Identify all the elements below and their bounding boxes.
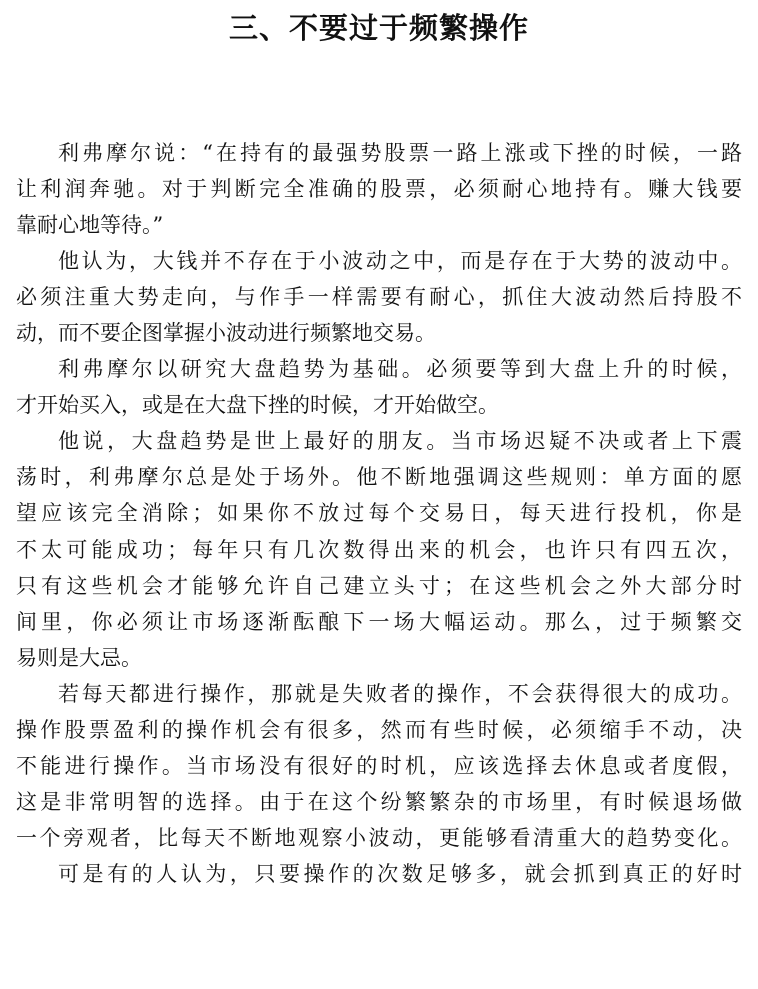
text-line: 利弗摩尔说：“在持有的最强势股票一路上涨或下挫的时候，一路 — [58, 141, 742, 165]
text-line: 才开始买入，或是在大盘下挫的时候，才开始做空。 — [16, 393, 499, 418]
text-line: 这是非常明智的选择。由于在这个纷繁繁杂的市场里，有时候退场做 — [16, 789, 742, 814]
text-line: 利弗摩尔以研究大盘趋势为基础。必须要等到大盘上升的时候， — [58, 357, 742, 382]
text-line: 望应该完全消除；如果你不放过每个交易日，每天进行投机，你是 — [16, 501, 742, 526]
paragraph — [16, 423, 742, 675]
page-title: 三、不要过于频繁操作 — [228, 11, 529, 45]
paragraph — [16, 676, 742, 856]
text-line: 不能进行操作。当市场没有很好的时机，应该选择去休息或者度假， — [16, 753, 742, 778]
text-line: 他认为，大钱并不存在于小波动之中，而是存在于大势的波动中。 — [58, 249, 742, 274]
text-line: 可是有的人认为，只要操作的次数足够多，就会抓到真正的好时 — [58, 861, 742, 886]
body-text — [16, 135, 742, 892]
text-line: 必须注重大势走向，与作手一样需要有耐心，抓住大波动然后持股不 — [16, 285, 742, 310]
text-line: 一个旁观者，比每天不断地观察小波动，更能够看清重大的趋势变化。 — [16, 825, 742, 850]
text-line: 他说，大盘趋势是世上最好的朋友。当市场迟疑不决或者上下震 — [58, 429, 742, 454]
text-line: 易则是大忌。 — [16, 645, 142, 670]
paragraph — [16, 856, 742, 892]
paragraph — [16, 135, 742, 243]
text-line: 只有这些机会才能够允许自己建立头寸；在这些机会之外大部分时 — [16, 573, 742, 598]
text-line: 动，而不要企图掌握小波动进行频繁地交易。 — [16, 321, 436, 346]
paragraph — [16, 351, 742, 423]
text-line: 不太可能成功；每年只有几次数得出来的机会，也许只有四五次， — [16, 537, 742, 562]
text-line: 荡时，利弗摩尔总是处于场外。他不断地强调这些规则：单方面的愿 — [16, 465, 742, 490]
text-line: 让利润奔驰。对于判断完全准确的股票，必须耐心地持有。赚大钱要 — [16, 177, 742, 202]
text-line: 靠耐心地等待。” — [16, 213, 164, 238]
paragraph — [16, 243, 742, 351]
text-line: 操作股票盈利的操作机会有很多，然而有些时候，必须缩手不动，决 — [16, 717, 742, 742]
text-line: 若每天都进行操作，那就是失败者的操作，不会获得很大的成功。 — [58, 681, 742, 706]
text-line: 间里，你必须让市场逐渐酝酿下一场大幅运动。那么，过于频繁交 — [16, 609, 742, 634]
